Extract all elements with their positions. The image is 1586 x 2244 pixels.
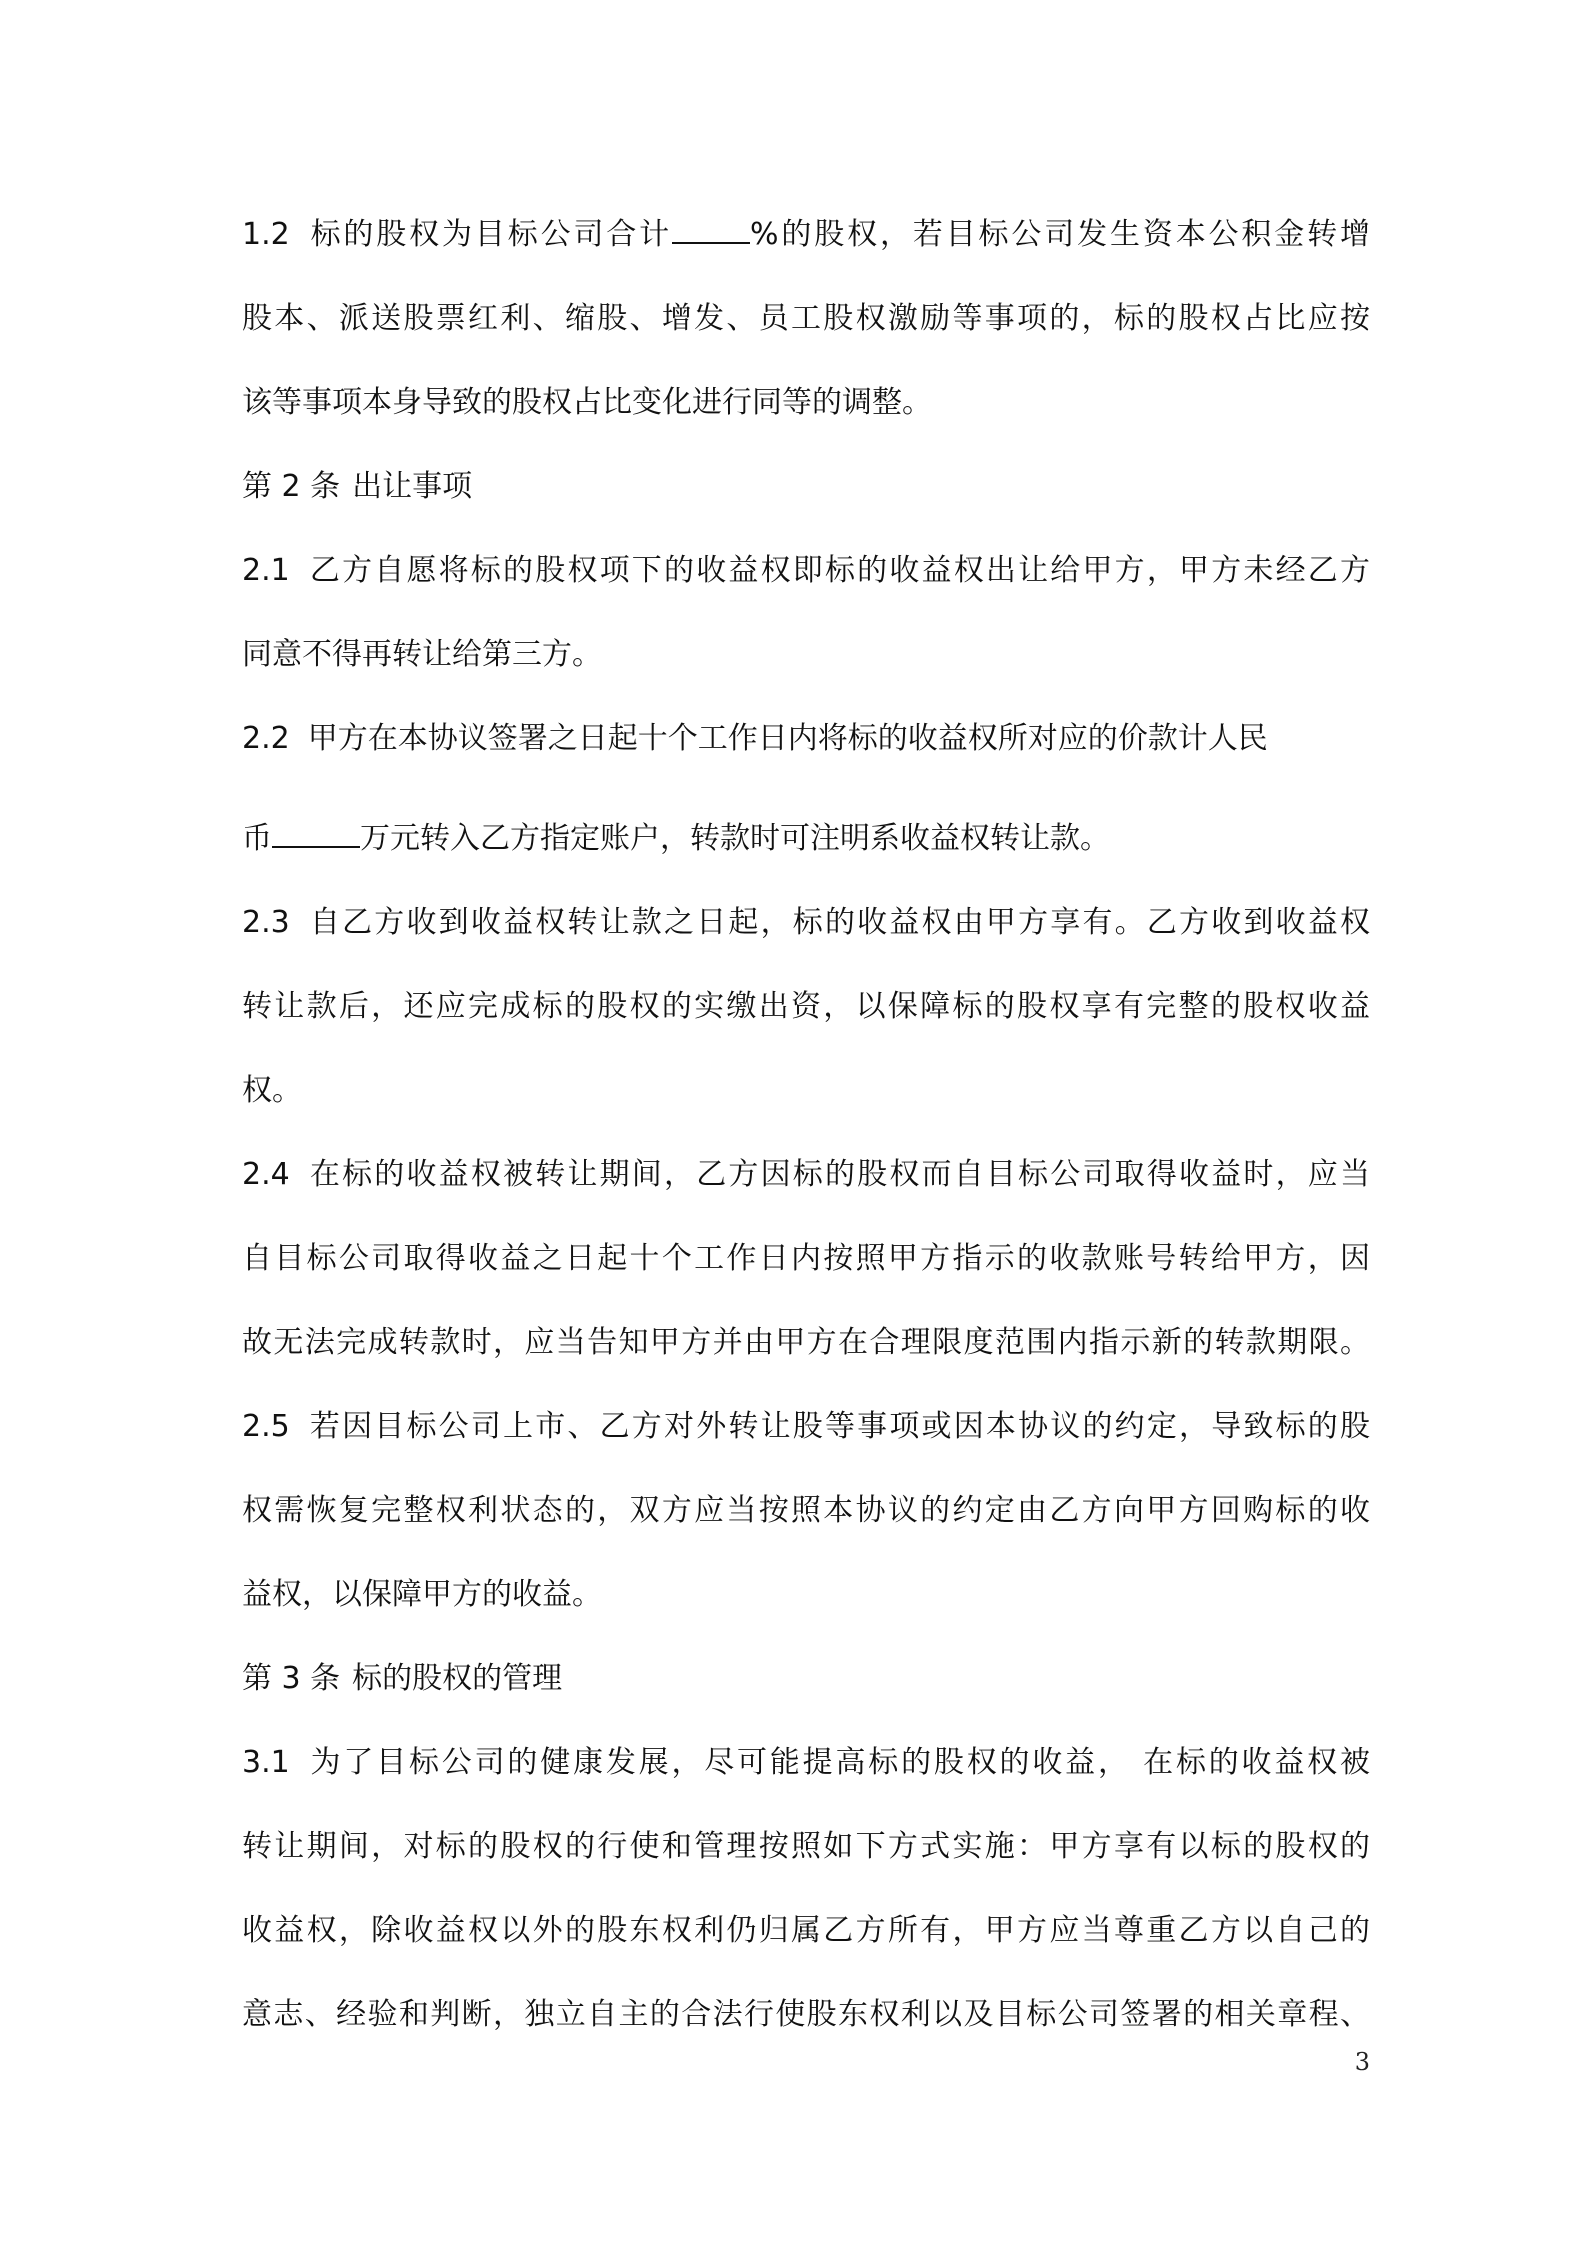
clause-2-5-line-3: 益权，以保障甲方的收益。	[242, 1577, 602, 1612]
clause-2-2-line-1: 2.2 甲方在本协议签署之日起十个工作日内将标的收益权所对应的价款计人民	[242, 721, 1268, 756]
clause-1-2-line-3: 该等事项本身导致的股权占比变化进行同等的调整。	[242, 385, 932, 420]
clause-3-1-line-4: 意志、经验和判断，独立自主的合法行使股东权利以及目标公司签署的相关章程、	[242, 1997, 1370, 2032]
article-3-heading	[242, 1649, 1370, 1733]
clause-number: 3.1	[242, 1745, 290, 1780]
clause-2-2-line-2: 币 万元转入乙方指定账户，转款时可注明系收益权转让款。	[242, 809, 1370, 893]
clause-number: 2.1	[242, 553, 290, 588]
clause-2-1-line-1: 2.1 乙方自愿将标的股权项下的收益权即标的收益权出让给甲方，甲方未经乙方	[242, 553, 1370, 588]
clause-2-1-line-2: 同意不得再转让给第三方。	[242, 637, 602, 672]
clause-2-3-line-2: 转让款后，还应完成标的股权的实缴出资，以保障标的股权享有完整的股权收益	[242, 989, 1370, 1024]
clause-number: 1.2	[242, 217, 290, 252]
clause-3-1-line-1: 3.1 为了目标公司的健康发展，尽可能提高标的股权的收益， 在标的收益权被	[242, 1745, 1370, 1780]
fill-in-blank-amount[interactable]	[272, 812, 360, 848]
clause-3-1-line-2: 转让期间，对标的股权的行使和管理按照如下方式实施：甲方享有以标的股权的	[242, 1829, 1370, 1864]
clause-number: 2.3	[242, 905, 290, 940]
article-2-heading	[242, 457, 1370, 541]
clause-2-3-line-3: 权。	[242, 1073, 302, 1108]
clause-2-4-line-3: 故无法完成转款时，应当告知甲方并由甲方在合理限度范围内指示新的转款期限。	[242, 1325, 1370, 1360]
page-number: 3	[1354, 2048, 1370, 2076]
clause-number: 2.2	[242, 721, 290, 756]
clause-2-4-line-2: 自目标公司取得收益之日起十个工作日内按照甲方指示的收款账号转给甲方，因	[242, 1241, 1370, 1276]
clause-1-2-line-1: 1.2 标的股权为目标公司合计 %的股权，若目标公司发生资本公积金转增	[242, 205, 1370, 289]
clause-2-3-line-1: 2.3 自乙方收到收益权转让款之日起，标的收益权由甲方享有。乙方收到收益权	[242, 905, 1370, 940]
clause-2-5-line-1: 2.5 若因目标公司上市、乙方对外转让股等事项或因本协议的约定，导致标的股	[242, 1409, 1370, 1444]
clause-3-1-line-3: 收益权，除收益权以外的股东权利仍归属乙方所有，甲方应当尊重乙方以自己的	[242, 1913, 1370, 1948]
clause-1-2-line-2: 股本、派送股票红利、缩股、增发、员工股权激励等事项的，标的股权占比应按	[242, 301, 1370, 336]
article-number: 第 2 条	[242, 469, 341, 504]
clause-2-5-line-2: 权需恢复完整权利状态的，双方应当按照本协议的约定由乙方向甲方回购标的收	[242, 1493, 1370, 1528]
fill-in-blank-percentage[interactable]	[672, 208, 750, 244]
article-title: 标的股权的管理	[352, 1661, 563, 1696]
clause-number: 2.5	[242, 1409, 290, 1444]
clause-number: 2.4	[242, 1157, 290, 1192]
clause-2-4-line-1: 2.4 在标的收益权被转让期间，乙方因标的股权而自目标公司取得收益时，应当	[242, 1157, 1370, 1192]
document-body	[242, 205, 1370, 2069]
article-title: 出让事项	[352, 469, 473, 504]
article-number: 第 3 条	[242, 1661, 341, 1696]
